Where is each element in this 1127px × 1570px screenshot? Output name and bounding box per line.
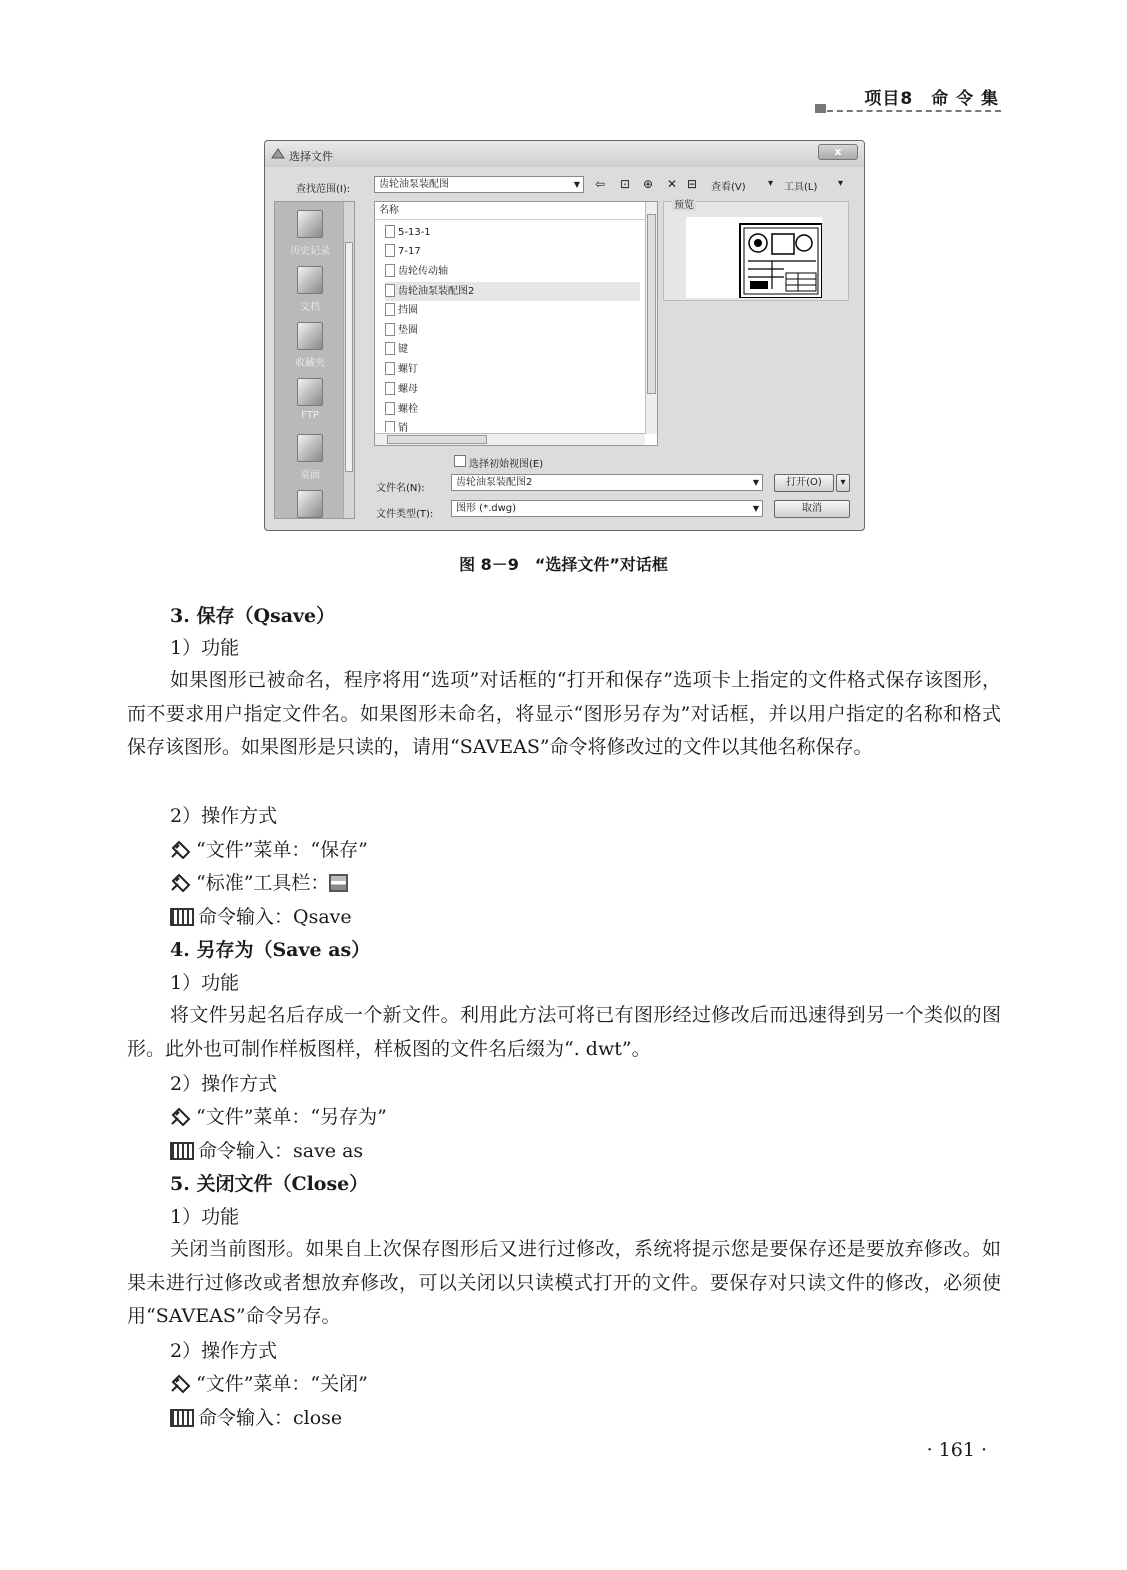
autocad-app-icon [271,148,285,159]
chevron-down-icon: ▼ [752,504,759,513]
dialog-titlebar [265,141,864,167]
keyboard-icon [170,908,194,926]
pointer-icon [170,1373,192,1393]
favorites-icon [297,322,323,350]
op-command-qsave: 命令输入：Qsave [170,904,352,930]
list-item[interactable]: 销 [385,419,408,432]
file-list-vscrollbar[interactable] [645,202,657,434]
subheading-operation: 2）操作方式 [170,805,278,827]
list-item[interactable]: 齿轮传动轴 [385,262,448,281]
op-menu-saveas: “文件”菜单：“另存为” [170,1104,387,1130]
subheading-function: 1）功能 [170,1206,240,1228]
place-ftp[interactable]: FTP [275,378,345,421]
op-command-close: 命令输入：close [170,1405,342,1431]
filename-input[interactable] [451,474,763,491]
look-in-label: 查找范围(I): [296,184,351,195]
up-folder-icon[interactable]: ⊡ [620,177,631,191]
delete-icon[interactable]: ✕ [667,177,678,191]
place-documents[interactable]: 文档 [275,266,345,313]
pointer-icon [170,839,192,859]
tools-menu[interactable]: 工具(L) [784,182,818,193]
file-icon [385,264,395,277]
look-in-value: 齿轮油泵装配图 [379,179,449,190]
subheading-function: 1）功能 [170,637,240,659]
file-icon [385,323,395,336]
views-menu[interactable]: 查看(V) [711,182,746,193]
list-item[interactable]: 螺栓 [385,400,418,419]
file-icon [385,402,395,415]
list-item[interactable]: 螺钉 [385,360,418,379]
file-icon [385,362,395,375]
search-web-icon[interactable]: ⊕ [643,177,654,191]
subheading-operation: 2）操作方式 [170,1340,278,1362]
filetype-label: 文件类型(T): [376,509,434,520]
file-icon [385,382,395,395]
list-item[interactable]: 5-13-1 [385,223,431,242]
op-menu-close: “文件”菜单：“关闭” [170,1371,368,1397]
tools-dropdown-icon[interactable]: ▾ [838,178,844,189]
op-menu-save: “文件”菜单：“保存” [170,837,368,863]
place-history[interactable]: 历史记录 [275,210,345,257]
list-item[interactable]: 7-17 [385,242,421,261]
preview-panel [663,201,849,301]
places-bar [274,201,355,519]
drawing-thumbnail [686,217,822,298]
file-icon [385,303,395,316]
list-item[interactable]: 螺母 [385,380,418,399]
list-item-selected[interactable]: 齿轮油泵装配图2 [385,282,640,301]
op-command-saveas: 命令输入：save as [170,1138,363,1164]
keyboard-icon [170,1142,194,1160]
chevron-down-icon: ▼ [752,478,759,487]
file-icon [385,421,395,432]
initial-view-label: 选择初始视图(E) [469,459,544,470]
history-icon [297,210,323,238]
save-icon [329,874,348,892]
desktop-icon [297,434,323,462]
new-folder-icon[interactable]: ⊟ [687,177,698,191]
section-heading-qsave: 3. 保存（Qsave） [170,605,336,627]
close-button[interactable]: x [818,144,858,160]
open-dropdown-button[interactable]: ▾ [836,474,850,492]
look-in-combo[interactable] [374,176,584,193]
paragraph-close: 关闭当前图形。如果自上次保存图形后又进行过修改，系统将提示您是要保存还是要放弃修改。如果未进行过修改或者想放弃修改，可以关闭以只读模式打开的文件。要保存对只读文件的修改，必须使用“SAVEAS”命令另存。 [127,1238,1001,1327]
section-heading-close: 5. 关闭文件（Close） [170,1173,369,1195]
cancel-button[interactable]: 取消 [774,500,850,518]
filename-value: 齿轮油泵装配图2 [456,477,533,488]
section-heading-saveas: 4. 另存为（Save as） [170,939,371,961]
preview-label: 预览 [672,196,696,211]
figure-caption: 图 8－9 “选择文件”对话框 [459,555,668,574]
filename-label: 文件名(N): [376,483,425,494]
select-file-dialog [264,140,865,531]
filetype-select[interactable] [451,500,763,517]
column-header-name[interactable]: 名称 [375,202,645,220]
op-toolbar-save: “标准”工具栏： [170,870,348,896]
back-icon[interactable]: ⇦ [595,177,606,191]
chapter-header: 项目8 命 令 集 [864,89,999,109]
place-favorites[interactable]: 收藏夹 [275,322,345,369]
file-list-hscrollbar[interactable] [375,433,645,445]
folder-icon [297,490,323,518]
place-more[interactable] [275,490,345,522]
list-item[interactable]: 垫圈 [385,321,418,340]
keyboard-icon [170,1409,194,1427]
file-icon [385,284,395,297]
place-desktop[interactable]: 桌面 [275,434,345,481]
dialog-title: 选择文件 [289,150,333,163]
documents-icon [297,266,323,294]
list-item[interactable]: 挡圈 [385,301,418,320]
file-list[interactable] [374,201,658,446]
initial-view-checkbox[interactable] [454,455,466,467]
ftp-icon [297,378,323,406]
file-icon [385,225,395,238]
filetype-value: 图形 (*.dwg) [456,503,517,514]
chevron-down-icon: ▼ [573,180,580,189]
places-scrollbar[interactable] [343,202,354,518]
header-rule [815,104,1001,113]
list-item[interactable]: 键 [385,340,408,359]
subheading-operation: 2）操作方式 [170,1073,278,1095]
pointer-icon [170,872,192,892]
subheading-function: 1）功能 [170,972,240,994]
page-number: · 161 · [926,1439,987,1461]
paragraph-saveas: 将文件另起名后存成一个新文件。利用此方法可将已有图形经过修改后而迅速得到另一个类似的图形。此外也可制作样板图样，样板图的文件名后缀为“. dwt”。 [127,1004,1001,1060]
pointer-icon [170,1106,192,1126]
views-dropdown-icon[interactable]: ▾ [768,178,774,189]
file-icon [385,244,395,257]
paragraph-qsave: 如果图形已被命名，程序将用“选项”对话框的“打开和保存”选项卡上指定的文件格式保存该图形，而不要求用户指定文件名。如果图形未命名，将显示“图形另存为”对话框，并以用户指定的名称和格式保存该图形。如果图形是只读的，请用“SAVEAS”命令将修改过的文件以其他名称保存。 [127,669,1001,758]
file-icon [385,342,395,355]
open-button[interactable]: 打开(O) [774,474,834,492]
